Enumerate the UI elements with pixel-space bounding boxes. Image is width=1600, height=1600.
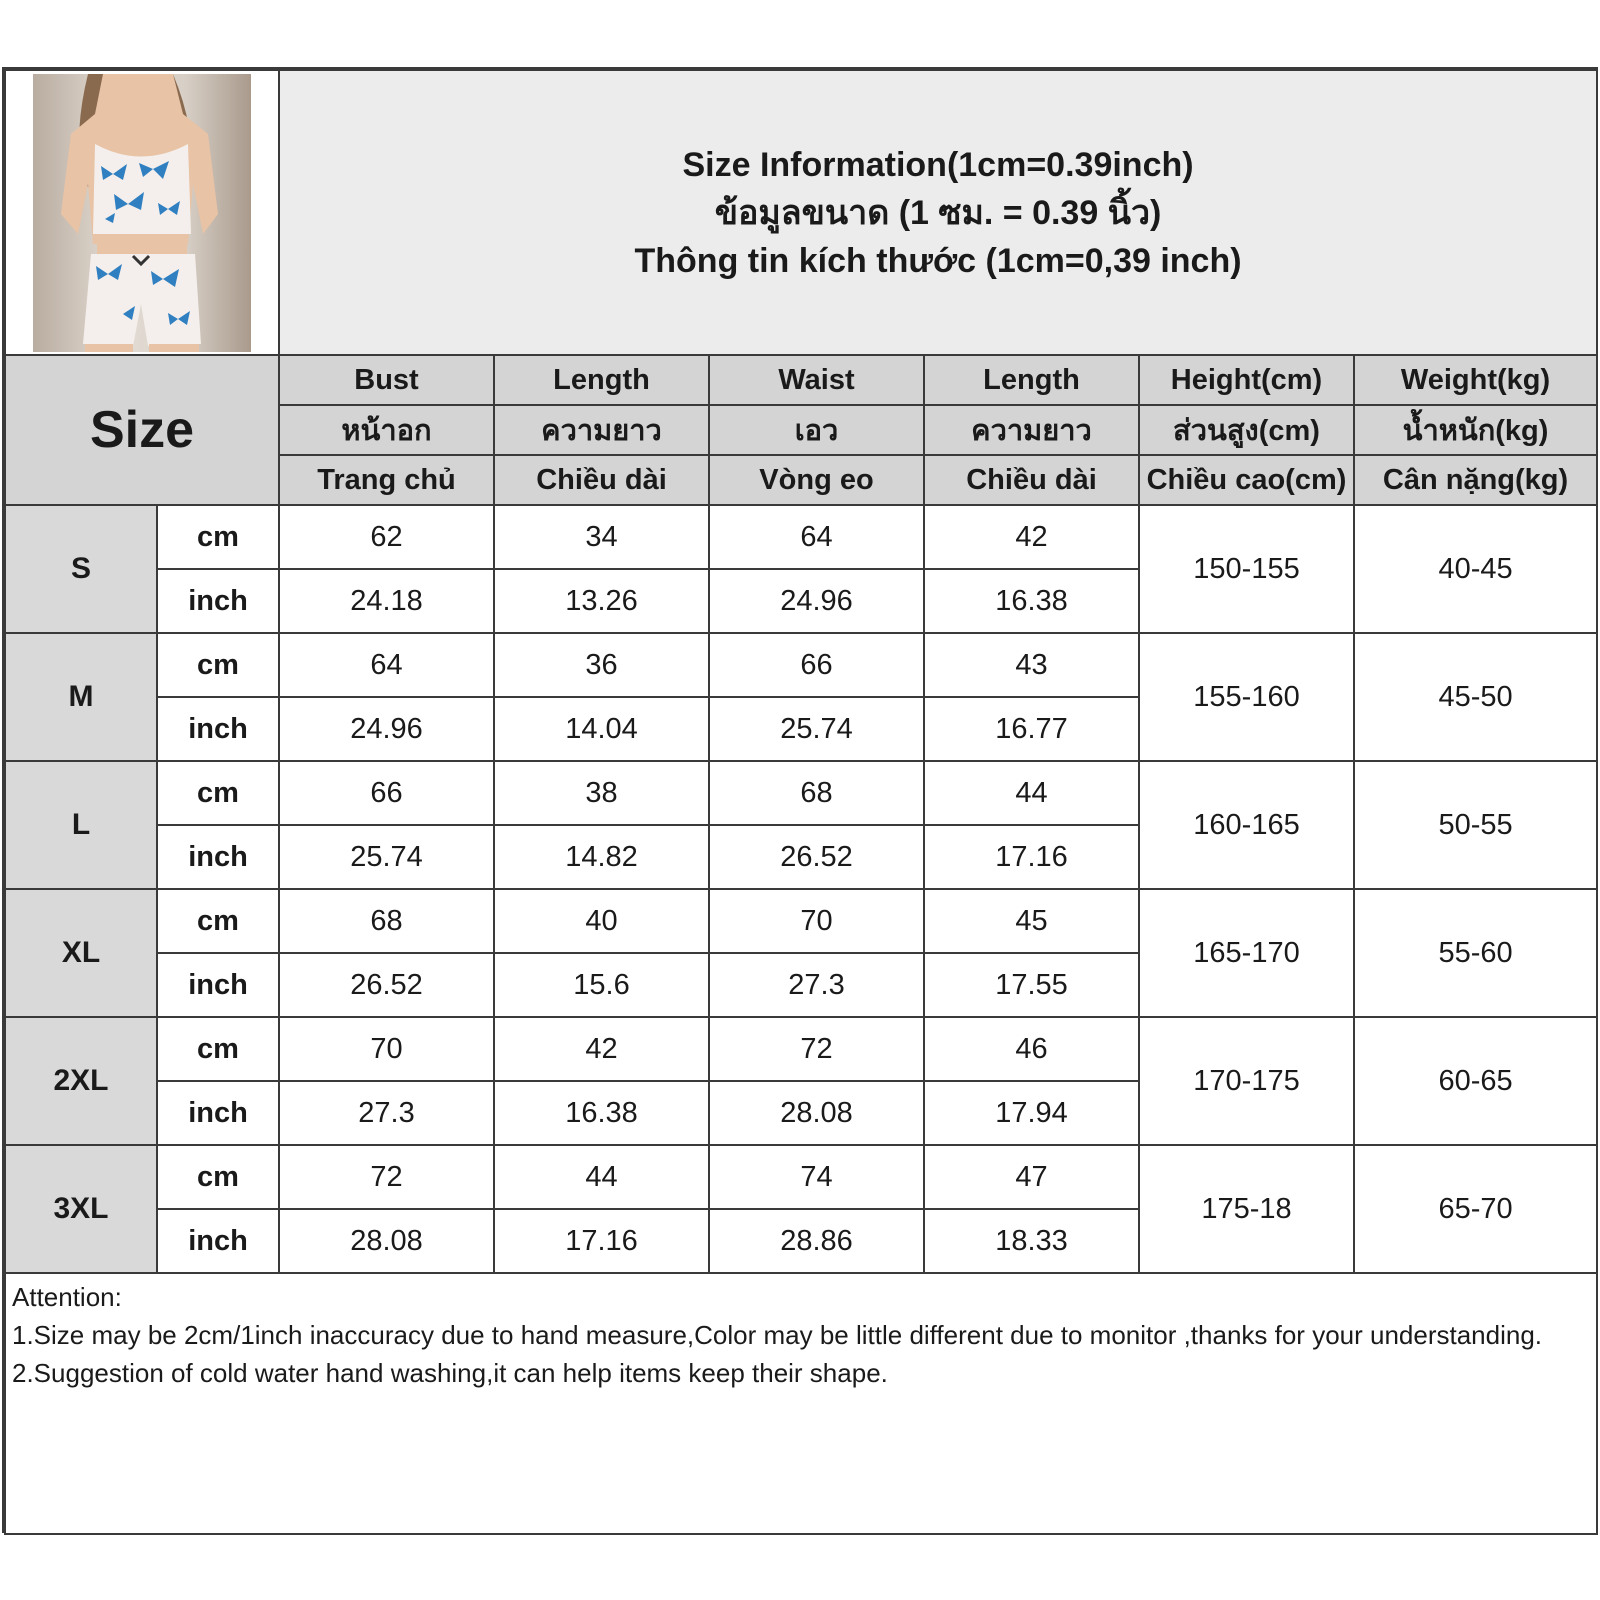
unit-inch: inch [157,569,279,633]
header-weight-vi: Cân nặng(kg) [1354,455,1597,505]
cell-length-inch: 13.26 [494,569,709,633]
cell-height: 170-175 [1139,1017,1354,1145]
header-bust-en: Bust [279,355,494,405]
cell-waist-cm: 66 [709,633,924,697]
size-label: XL [5,889,157,1017]
cell-length2-inch: 17.55 [924,953,1139,1017]
cell-bust-cm: 72 [279,1145,494,1209]
cell-bust-cm: 68 [279,889,494,953]
cell-height: 165-170 [1139,889,1354,1017]
cell-bust-inch: 28.08 [279,1209,494,1273]
cell-height: 150-155 [1139,505,1354,633]
header-waist-vi: Vòng eo [709,455,924,505]
cell-length-inch: 14.04 [494,697,709,761]
header-length2-en: Length [924,355,1139,405]
cell-bust-inch: 25.74 [279,825,494,889]
cell-length-cm: 44 [494,1145,709,1209]
unit-cm: cm [157,1145,279,1209]
product-photo-cell [5,70,279,355]
title-vietnamese: Thông tin kích thước (1cm=0,39 inch) [634,241,1242,280]
header-length2-vi: Chiều dài [924,455,1139,505]
unit-cm: cm [157,1017,279,1081]
header-weight-en: Weight(kg) [1354,355,1597,405]
cell-length2-cm: 47 [924,1145,1139,1209]
model-illustration [33,74,251,352]
cell-length-cm: 38 [494,761,709,825]
cell-length2-cm: 45 [924,889,1139,953]
cell-bust-inch: 27.3 [279,1081,494,1145]
cell-bust-inch: 24.96 [279,697,494,761]
header-length2-th: ความยาว [924,405,1139,455]
attention-notes [5,1273,1597,1534]
cell-length-cm: 42 [494,1017,709,1081]
unit-inch: inch [157,697,279,761]
unit-cm: cm [157,889,279,953]
cell-height: 175-18 [1139,1145,1354,1273]
cell-length-cm: 34 [494,505,709,569]
title-english: Size Information(1cm=0.39inch) [682,145,1194,184]
header-length-vi: Chiều dài [494,455,709,505]
cell-waist-inch: 26.52 [709,825,924,889]
notes-line-1: 1.Size may be 2cm/1inch inaccuracy due to hand measure,Color may be little different due to monitor ,thanks for your understanding. [12,1320,1543,1350]
cell-length2-cm: 43 [924,633,1139,697]
cell-length2-cm: 42 [924,505,1139,569]
cell-bust-cm: 64 [279,633,494,697]
unit-inch: inch [157,825,279,889]
unit-inch: inch [157,1209,279,1273]
cell-weight: 50-55 [1354,761,1597,889]
cell-waist-inch: 25.74 [709,697,924,761]
header-bust-th: หน้าอก [279,405,494,455]
header-height-en: Height(cm) [1139,355,1354,405]
cell-length-cm: 40 [494,889,709,953]
title-cell [279,70,1597,355]
unit-inch: inch [157,1081,279,1145]
cell-waist-inch: 27.3 [709,953,924,1017]
cell-length2-inch: 18.33 [924,1209,1139,1273]
cell-bust-cm: 66 [279,761,494,825]
size-header: Size [5,355,279,505]
cell-length-inch: 16.38 [494,1081,709,1145]
header-height-vi: Chiều cao(cm) [1139,455,1354,505]
cell-weight: 45-50 [1354,633,1597,761]
unit-cm: cm [157,761,279,825]
cell-length-inch: 14.82 [494,825,709,889]
cell-waist-cm: 72 [709,1017,924,1081]
size-table [4,69,1598,1535]
unit-inch: inch [157,953,279,1017]
cell-weight: 40-45 [1354,505,1597,633]
header-waist-en: Waist [709,355,924,405]
size-label: 3XL [5,1145,157,1273]
cell-bust-inch: 24.18 [279,569,494,633]
cell-waist-cm: 74 [709,1145,924,1209]
size-label: S [5,505,157,633]
cell-length2-cm: 44 [924,761,1139,825]
header-weight-th: น้ำหนัก(kg) [1354,405,1597,455]
size-chart [2,67,1598,1533]
notes-heading: Attention: [12,1282,122,1312]
cell-height: 155-160 [1139,633,1354,761]
size-label: L [5,761,157,889]
product-photo [33,74,251,352]
cell-bust-cm: 70 [279,1017,494,1081]
cell-weight: 55-60 [1354,889,1597,1017]
cell-bust-inch: 26.52 [279,953,494,1017]
cell-length-inch: 15.6 [494,953,709,1017]
header-height-th: ส่วนสูง(cm) [1139,405,1354,455]
size-label: 2XL [5,1017,157,1145]
cell-length2-inch: 16.77 [924,697,1139,761]
cell-waist-inch: 28.08 [709,1081,924,1145]
header-waist-th: เอว [709,405,924,455]
cell-waist-cm: 68 [709,761,924,825]
cell-bust-cm: 62 [279,505,494,569]
size-label: M [5,633,157,761]
cell-length-cm: 36 [494,633,709,697]
size-rows [5,505,1597,1534]
cell-weight: 65-70 [1354,1145,1597,1273]
title-thai: ข้อมูลขนาด (1 ซม. = 0.39 นิ้ว) [714,193,1162,232]
cell-height: 160-165 [1139,761,1354,889]
unit-cm: cm [157,505,279,569]
cell-waist-cm: 70 [709,889,924,953]
header-bust-vi: Trang chủ [279,455,494,505]
cell-length2-inch: 17.16 [924,825,1139,889]
cell-length2-inch: 17.94 [924,1081,1139,1145]
unit-cm: cm [157,633,279,697]
header-length-th: ความยาว [494,405,709,455]
notes-line-2: 2.Suggestion of cold water hand washing,it can help items keep their shape. [12,1358,888,1388]
cell-waist-inch: 24.96 [709,569,924,633]
header-length-en: Length [494,355,709,405]
cell-waist-cm: 64 [709,505,924,569]
cell-length-inch: 17.16 [494,1209,709,1273]
cell-length2-cm: 46 [924,1017,1139,1081]
cell-length2-inch: 16.38 [924,569,1139,633]
cell-weight: 60-65 [1354,1017,1597,1145]
cell-waist-inch: 28.86 [709,1209,924,1273]
